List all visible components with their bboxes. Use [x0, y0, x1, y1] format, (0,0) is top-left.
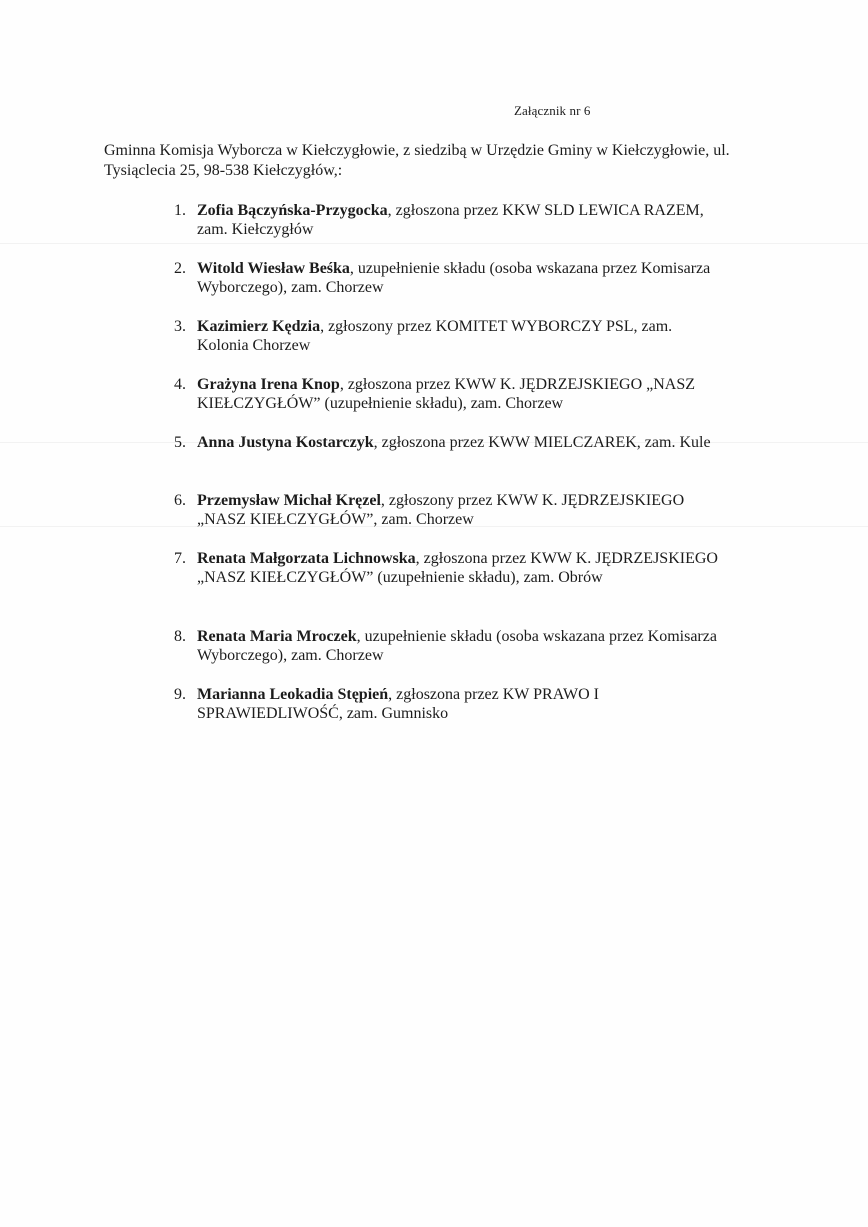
member-name: Marianna Leokadia Stępień — [197, 686, 389, 703]
intro-paragraph: Gminna Komisja Wyborcza w Kiełczygłowie, z siedzibą w Urzędzie Gminy w Kiełczygłowie, ul. Tysiąclecia 25, 98-538 Kiełczygłów,: — [104, 142, 730, 179]
member-name: Grażyna Irena Knop — [197, 376, 340, 393]
list-item — [0, 257, 868, 315]
member-details: , zgłoszona przez KWW K. JĘDRZEJSKIEGO „NASZ KIEŁCZYGŁÓW” (uzupełnienie składu), zam. Obrów — [197, 550, 718, 586]
item-number: 4. — [174, 376, 186, 393]
attachment-label: Załącznik nr 6 — [514, 103, 591, 118]
list-item — [0, 547, 868, 625]
item-number: 7. — [174, 550, 186, 567]
member-name: Anna Justyna Kostarczyk — [197, 434, 374, 451]
member-name: Witold Wiesław Beśka — [197, 260, 350, 277]
item-number: 5. — [174, 434, 186, 451]
item-text — [197, 627, 727, 665]
member-name: Renata Małgorzata Lichnowska — [197, 550, 416, 567]
member-details: , zgłoszona przez KWW MIELCZAREK, zam. Kule — [373, 434, 711, 451]
item-number: 3. — [174, 318, 186, 335]
member-details: , zgłoszona przez KW PRAWO I SPRAWIEDLIWOŚĆ, zam. Gumnisko — [197, 686, 599, 722]
item-text — [197, 491, 727, 529]
item-text — [197, 375, 727, 413]
item-text — [197, 685, 727, 723]
member-details: , uzupełnienie składu (osoba wskazana przez Komisarza Wyborczego), zam. Chorzew — [197, 260, 711, 296]
list-item — [0, 373, 868, 431]
item-text — [197, 433, 727, 452]
item-text — [197, 201, 727, 239]
list-item — [0, 315, 868, 373]
item-number: 9. — [174, 686, 186, 703]
member-details: , zgłoszony przez KOMITET WYBORCZY PSL, zam. Kolonia Chorzew — [197, 318, 673, 354]
list-item — [0, 683, 868, 741]
item-number: 1. — [174, 202, 186, 219]
member-details: , zgłoszony przez KWW K. JĘDRZEJSKIEGO „NASZ KIEŁCZYGŁÓW”, zam. Chorzew — [197, 492, 685, 528]
list-item — [0, 625, 868, 683]
member-name: Renata Maria Mroczek — [197, 628, 357, 645]
item-text — [197, 259, 727, 297]
item-number: 6. — [174, 492, 186, 509]
item-text — [197, 549, 727, 587]
member-name: Przemysław Michał Kręzel — [197, 492, 381, 509]
item-number: 2. — [174, 260, 186, 277]
item-text — [197, 317, 727, 355]
member-name: Kazimierz Kędzia — [197, 318, 321, 335]
member-details: , zgłoszona przez KWW K. JĘDRZEJSKIEGO „NASZ KIEŁCZYGŁÓW” (uzupełnienie składu), zam. Chorzew — [197, 376, 696, 412]
list-item — [0, 431, 868, 489]
item-number: 8. — [174, 628, 186, 645]
member-details: , zgłoszona przez KKW SLD LEWICA RAZEM, zam. Kiełczygłów — [197, 202, 704, 238]
member-list — [0, 199, 868, 741]
member-details: , uzupełnienie składu (osoba wskazana przez Komisarza Wyborczego), zam. Chorzew — [197, 628, 717, 664]
list-item — [0, 489, 868, 547]
member-name: Zofia Bączyńska-Przygocka — [197, 202, 388, 219]
list-item — [0, 199, 868, 257]
